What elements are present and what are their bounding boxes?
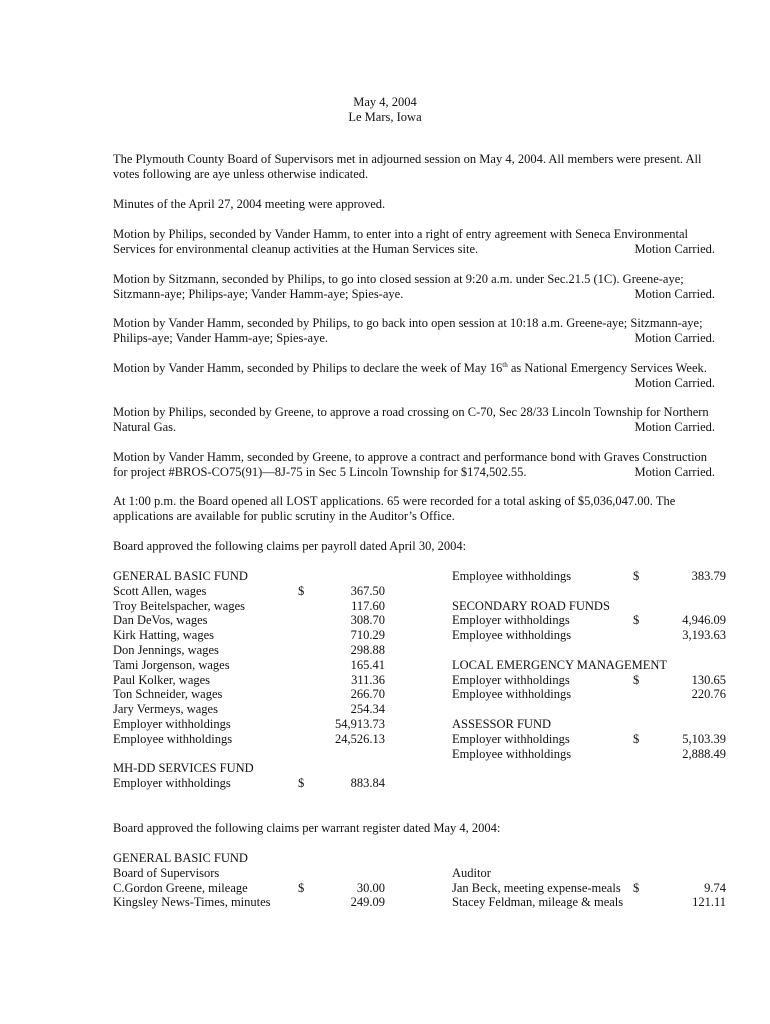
ledger-amount: 54,913.73	[335, 716, 385, 731]
ledger-item-name: Employee withholdings	[113, 731, 233, 746]
motion-1-carried: Motion Carried.	[634, 242, 715, 256]
ledger-item-name: Ton Schneider, wages	[113, 687, 223, 702]
ledger-amount: 121.11	[692, 895, 726, 910]
motion-1-line-2: Services for environmental cleanup activities at the Human Services site.	[113, 242, 479, 256]
ledger-row	[113, 658, 393, 673]
ledger-amount: 383.79	[691, 569, 726, 583]
ledger-dollar-sign: $	[298, 583, 305, 598]
ledger-item-name: Jary Vermeys, wages	[113, 702, 218, 717]
ledger-row	[452, 599, 726, 614]
motion-5-carried: Motion Carried.	[634, 420, 715, 434]
ledger-item-name: Auditor	[452, 865, 491, 880]
ledger-row	[452, 628, 726, 643]
ledger-row	[113, 628, 393, 643]
payroll-right-column	[452, 569, 726, 761]
warrant-intro: Board approved the following claims per warrant register dated May 4, 2004:	[113, 821, 501, 835]
ledger-dollar-sign: $	[633, 880, 640, 895]
payroll-left-column	[113, 569, 393, 791]
ledger-item-name: Employee withholdings	[452, 687, 572, 702]
ledger-row	[452, 569, 726, 584]
ledger-item-name: MH-DD SERVICES FUND	[113, 761, 254, 776]
header-date: May 4, 2004	[353, 95, 417, 109]
ledger-item-name: Stacey Feldman, mileage & meals	[452, 895, 624, 910]
ledger-amount: 9.74	[704, 880, 726, 895]
ledger-dollar-sign: $	[633, 613, 640, 628]
ledger-item-name: Employer withholdings	[452, 731, 570, 746]
ledger-row	[113, 776, 393, 791]
ledger-item-name: Kirk Hatting, wages	[113, 628, 215, 643]
ledger-item-name: Employee withholdings	[452, 746, 572, 761]
motion-2	[113, 272, 715, 302]
ledger-item-name: ASSESSOR FUND	[452, 716, 551, 731]
motion-1-line-1: Motion by Philips, seconded by Vander Hamm, to enter into a right of entry agreement with Seneca Environmental	[113, 227, 688, 241]
lost-paragraph: At 1:00 p.m. the Board opened all LOST applications. 65 were recorded for a total asking of $5,036,047.00. The applications are available for public scrutiny in the Auditor’s Office.	[113, 494, 676, 523]
ledger-item-name: LOCAL EMERGENCY MANAGEMENT	[452, 657, 668, 672]
ledger-amount: 3,193.63	[682, 628, 726, 643]
ledger-item-name: Board of Supervisors	[113, 865, 220, 880]
ledger-row	[113, 569, 393, 584]
ledger-row	[113, 895, 393, 910]
ledger-row	[113, 687, 393, 702]
ledger-item-name: Scott Allen, wages	[113, 583, 207, 598]
ledger-row	[452, 658, 726, 673]
ledger-amount: 311.36	[351, 672, 385, 687]
motion-4-line-1	[113, 361, 715, 376]
motion-4-text-post: as National Emergency Services Week.	[507, 361, 707, 375]
motion-4-text-pre: Motion by Vander Hamm, seconded by Philips to declare the week of May 16	[113, 361, 503, 375]
minutes-paragraph: Minutes of the April 27, 2004 meeting were approved.	[113, 197, 386, 211]
ledger-item-name: Employer withholdings	[452, 672, 570, 687]
ledger-row	[452, 866, 726, 881]
ledger-amount: 254.34	[350, 702, 385, 717]
motion-3-carried: Motion Carried.	[634, 331, 715, 345]
ledger-row	[113, 851, 393, 866]
motion-6-line-2: for project #BROS-CO75(91)—8J-75 in Sec 5 Lincoln Township for $174,502.55.	[113, 465, 527, 479]
ledger-item-name: Tami Jorgenson, wages	[113, 657, 230, 672]
ledger-row	[452, 673, 726, 688]
ledger-dollar-sign: $	[298, 776, 305, 791]
motion-5-line-1: Motion by Philips, seconded by Greene, to approve a road crossing on C-70, Sec 28/33 Lincoln Township for Northern	[113, 405, 709, 419]
ledger-amount: 308.70	[350, 613, 385, 628]
ledger-row	[452, 687, 726, 702]
ledger-item-name: Employer withholdings	[452, 613, 570, 628]
ledger-row	[113, 717, 393, 732]
ledger-row	[113, 747, 393, 762]
ledger-item-name: C.Gordon Greene, mileage	[113, 880, 248, 895]
motion-6	[113, 450, 715, 480]
ledger-row	[452, 717, 726, 732]
ledger-amount: 367.50	[350, 583, 385, 598]
ledger-row	[452, 881, 726, 896]
warrant-right-column	[452, 851, 726, 910]
motion-3-line-2: Philips-aye; Vander Hamm-aye; Spies-aye.	[113, 331, 328, 345]
ledger-item-name: Don Jennings, wages	[113, 642, 219, 657]
motion-5	[113, 405, 715, 435]
motion-6-line-1: Motion by Vander Hamm, seconded by Greene, to approve a contract and performance bond with Graves Construction	[113, 450, 708, 464]
ledger-dollar-sign: $	[298, 880, 305, 895]
ledger-amount: 4,946.09	[682, 613, 726, 628]
ledger-item-name: Employer withholdings	[113, 776, 231, 791]
ledger-row	[452, 732, 726, 747]
ledger-row	[113, 643, 393, 658]
payroll-intro: Board approved the following claims per payroll dated April 30, 2004:	[113, 539, 467, 553]
ledger-amount: 24,526.13	[335, 731, 385, 746]
motion-3-line-1: Motion by Vander Hamm, seconded by Philips, to go back into open session at 10:18 a.m. Greene-aye; Sitzmann-aye;	[113, 316, 703, 330]
ledger-row	[113, 732, 393, 747]
ledger-amount: 249.09	[350, 895, 385, 910]
ledger-row	[452, 613, 726, 628]
motion-1	[113, 227, 715, 257]
motion-4	[113, 361, 715, 391]
ledger-amount: 2,888.49	[682, 746, 726, 761]
header-place: Le Mars, Iowa	[348, 110, 422, 124]
ledger-item-name: Employee withholdings	[452, 569, 572, 583]
warrant-left-column	[113, 851, 393, 910]
ledger-item-name: Paul Kolker, wages	[113, 672, 211, 687]
ledger-item-name: Employer withholdings	[113, 716, 231, 731]
ledger-item-name: Kingsley News-Times, minutes	[113, 895, 271, 910]
ledger-row	[113, 613, 393, 628]
ledger-row	[113, 673, 393, 688]
ledger-row	[452, 747, 726, 762]
ledger-item-name: Jan Beck, meeting expense-meals	[452, 880, 621, 895]
ledger-row	[113, 761, 393, 776]
ledger-amount: 130.65	[691, 672, 726, 687]
ledger-item-name: Troy Beitelspacher, wages	[113, 598, 245, 613]
ledger-amount: 298.88	[350, 642, 385, 657]
ledger-amount: 5,103.39	[682, 731, 726, 746]
ledger-amount: 117.60	[351, 598, 385, 613]
intro-paragraph: The Plymouth County Board of Supervisors met in adjourned session on May 4, 2004. All members were present. All votes following are aye unless otherwise indicated.	[113, 152, 702, 181]
ledger-row	[113, 866, 393, 881]
ledger-row	[113, 702, 393, 717]
ledger-dollar-sign: $	[633, 569, 640, 583]
ledger-row	[452, 895, 726, 910]
ledger-amount: 165.41	[350, 657, 385, 672]
motion-2-line-1: Motion by Sitzmann, seconded by Philips, to go into closed session at 9:20 a.m. under Sec.21.5 (1C). Greene-aye;	[113, 272, 684, 286]
ledger-amount: 30.00	[356, 880, 385, 895]
motion-2-line-2: Sitzmann-aye; Philips-aye; Vander Hamm-aye; Spies-aye.	[113, 287, 404, 301]
motion-6-carried: Motion Carried.	[634, 465, 715, 479]
ledger-amount: 710.29	[350, 628, 385, 643]
ledger-row	[113, 599, 393, 614]
motion-2-carried: Motion Carried.	[634, 287, 715, 301]
ledger-amount: 883.84	[350, 776, 385, 791]
motion-5-line-2: Natural Gas.	[113, 420, 177, 434]
ledger-row	[452, 643, 726, 658]
ledger-item-name: SECONDARY ROAD FUNDS	[452, 598, 610, 613]
ledger-amount: 266.70	[350, 687, 385, 702]
ledger-dollar-sign: $	[633, 672, 640, 687]
ledger-row	[113, 881, 393, 896]
ledger-item-name: GENERAL BASIC FUND	[113, 569, 248, 583]
ledger-row	[452, 584, 726, 599]
ledger-item-name: Dan DeVos, wages	[113, 613, 208, 628]
ledger-item-name: GENERAL BASIC FUND	[113, 851, 248, 865]
ledger-item-name: Employee withholdings	[452, 628, 572, 643]
ledger-row	[452, 702, 726, 717]
motion-4-superscript: th	[502, 360, 508, 369]
motion-3	[113, 316, 715, 346]
document-header	[0, 95, 770, 125]
ledger-row	[452, 851, 726, 866]
ledger-row	[113, 584, 393, 599]
motion-4-carried: Motion Carried.	[634, 376, 715, 390]
ledger-amount: 220.76	[691, 687, 726, 702]
ledger-dollar-sign: $	[633, 731, 640, 746]
